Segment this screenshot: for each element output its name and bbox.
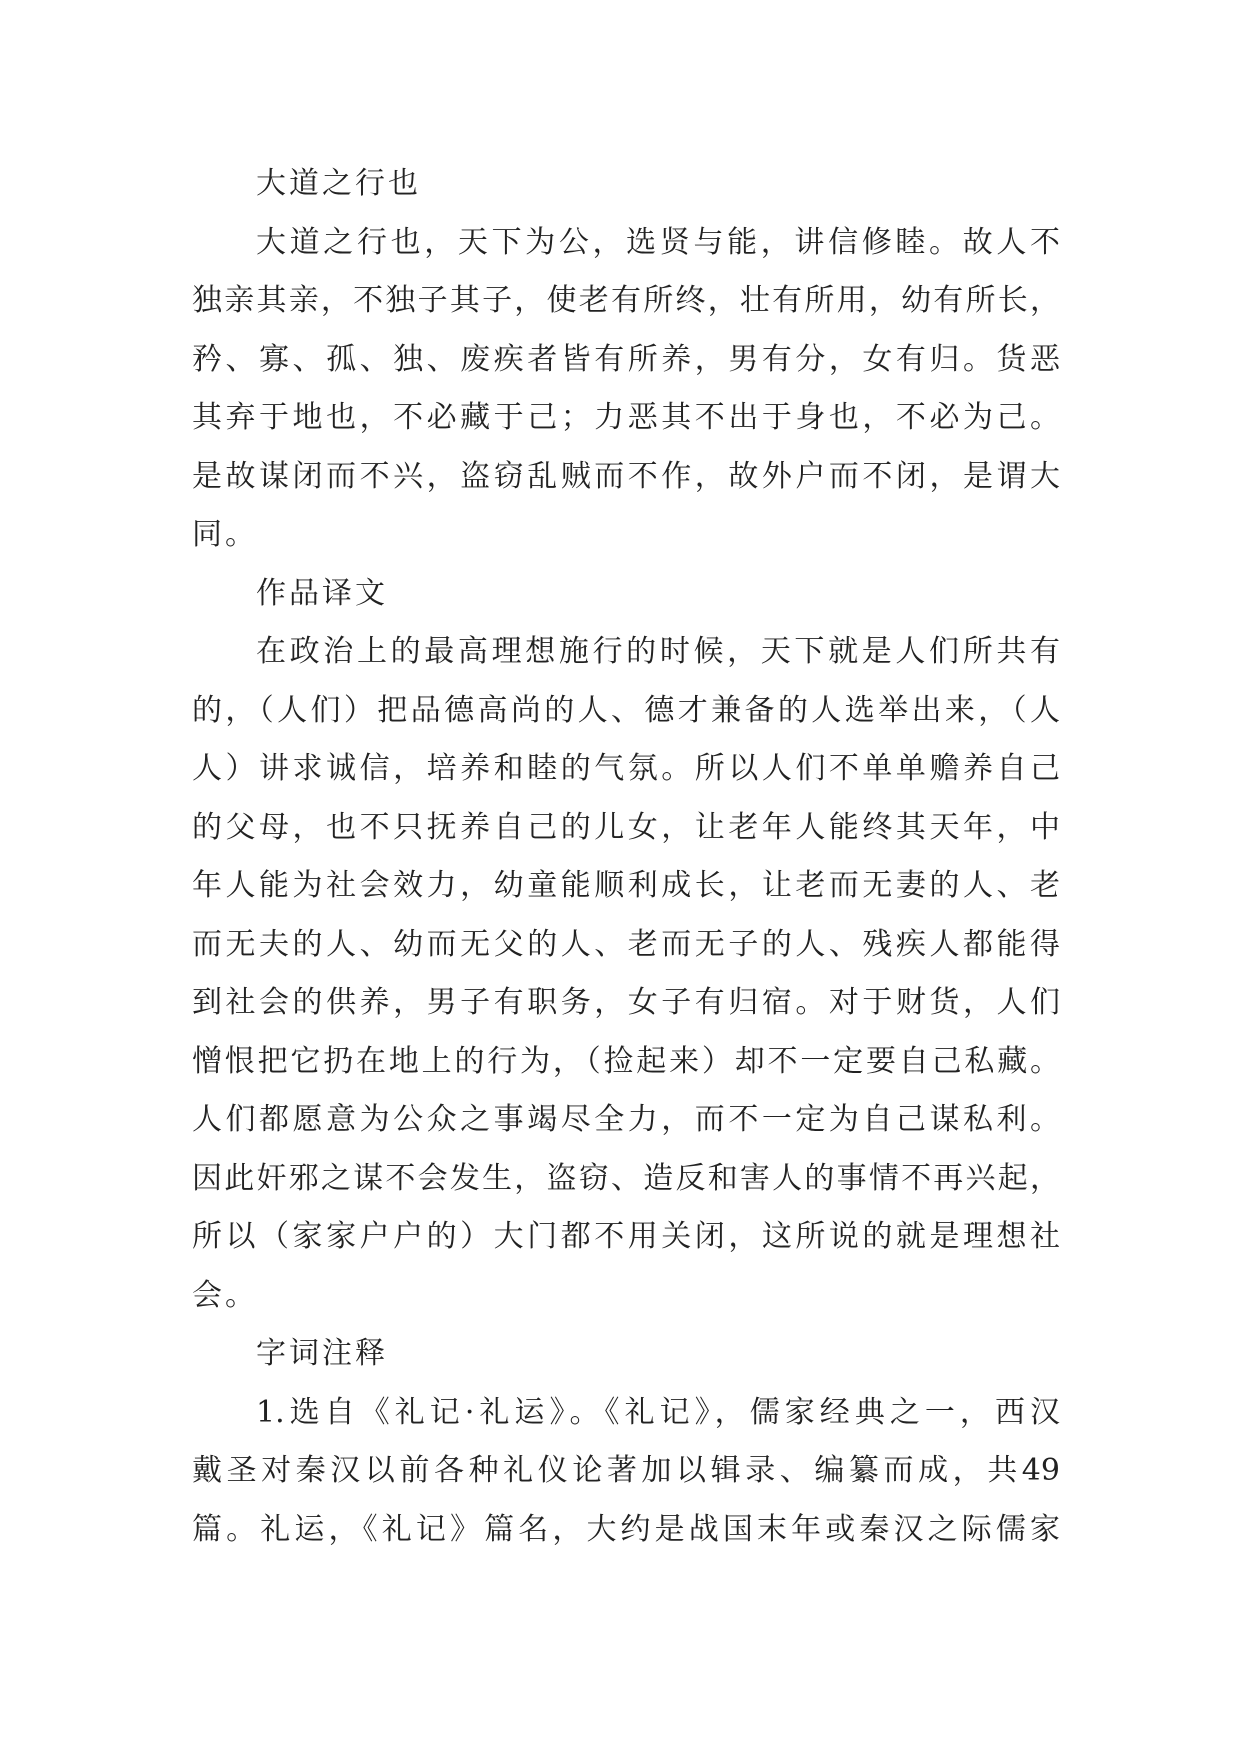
text-line: 年人能为社会效力，幼童能顺利成长，让老而无妻的人、老 xyxy=(192,868,1060,903)
text-line: 大道之行也，天下为公，选贤与能，讲信修睦。故人不 xyxy=(256,224,1060,260)
document-body xyxy=(192,155,1060,1559)
text-line: 因此奸邪之谋不会发生，盗窃、造反和害人的事情不再兴起， xyxy=(192,1160,1060,1196)
text-line: 的父母，也不只抚养自己的儿女，让老年人能终其天年，中 xyxy=(192,809,1060,845)
text-line: 在政治上的最高理想施行的时候，天下就是人们所共有 xyxy=(256,634,1060,669)
text-line: 的，（人们）把品德高尚的人、德才兼备的人选举出来，（人 xyxy=(192,692,1060,728)
text-line: 人们都愿意为公众之事竭尽全力，而不一定为自己谋私利。 xyxy=(192,1102,1060,1137)
text-line: 戴圣对秦汉以前各种礼仪论著加以辑录、编纂而成，共49 xyxy=(192,1453,1060,1488)
text-line: 会。 xyxy=(192,1277,258,1313)
text-line: 篇。礼运，《礼记》篇名，大约是战国末年或秦汉之际儒家 xyxy=(192,1511,1060,1547)
text-line: 其弃于地也，不必藏于己；力恶其不出于身也，不必为己。 xyxy=(192,400,1060,435)
section-heading: 字词注释 xyxy=(256,1336,388,1371)
section-heading: 大道之行也 xyxy=(256,166,421,201)
text-line: 独亲其亲，不独子其子，使老有所终，壮有所用，幼有所长， xyxy=(192,283,1060,318)
section-heading: 作品译文 xyxy=(256,575,388,611)
text-line: 是故谋闭而不兴，盗窃乱贼而不作，故外户而不闭，是谓大 xyxy=(192,458,1060,494)
text-line: 矜、寡、孤、独、废疾者皆有所养，男有分，女有归。货恶 xyxy=(192,341,1060,377)
text-line: 到社会的供养，男子有职务，女子有归宿。对于财货，人们 xyxy=(192,985,1060,1020)
text-line: 而无夫的人、幼而无父的人、老而无子的人、残疾人都能得 xyxy=(192,926,1060,962)
text-line: 同。 xyxy=(192,517,258,552)
text-line: 人）讲求诚信，培养和睦的气氛。所以人们不单单赡养自己 xyxy=(192,751,1060,786)
text-line: 憎恨把它扔在地上的行为，（捡起来）却不一定要自己私藏。 xyxy=(192,1043,1060,1079)
text-line: 1.选自《礼记·礼运》。《礼记》，儒家经典之一，西汉 xyxy=(256,1394,1060,1430)
text-line: 所以（家家户户的）大门都不用关闭，这所说的就是理想社 xyxy=(192,1219,1060,1254)
